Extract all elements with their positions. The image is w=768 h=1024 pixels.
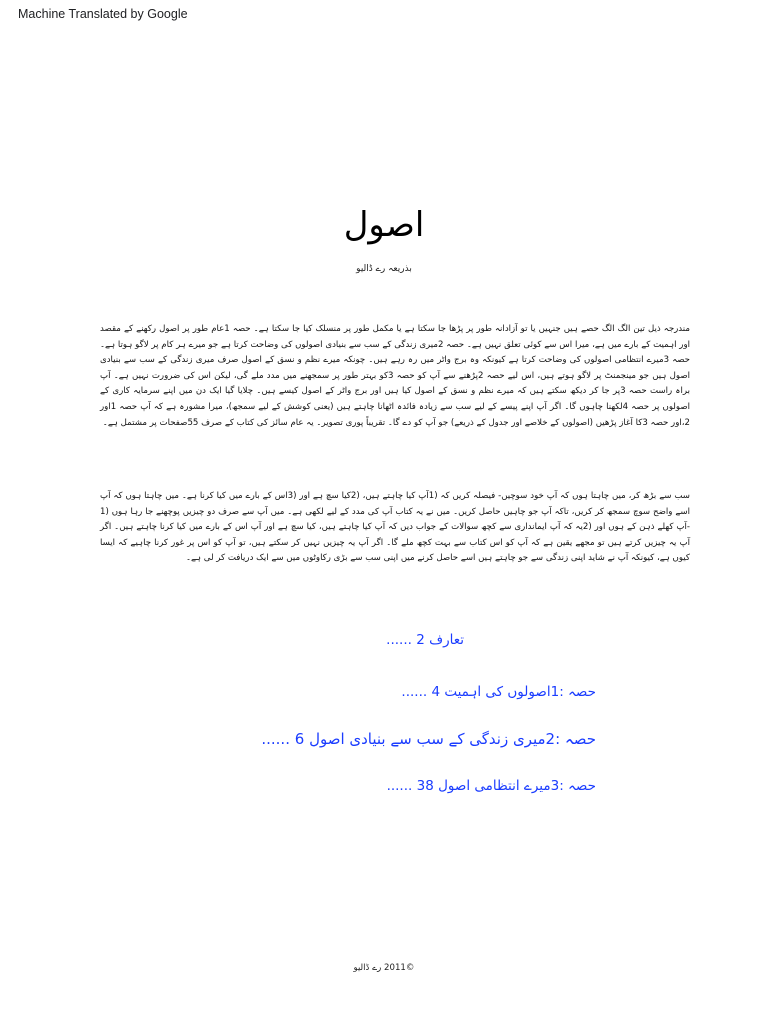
copyright-footer: ©2011 رے ڈالیو — [353, 963, 415, 973]
intro-paragraph-2: سب سے بڑھ کر، میں چاہتا ہوں کہ آپ خود سوچیں- فیصلہ کریں کہ (1آپ کیا چاہتے ہیں، (2کیا سچ ہے اور (3اس کے بارے میں کیا کرنا ہے۔ میں چاہتا ہوں کہ آپ اسے واضح سوچ سمجھ کر کریں، تاکہ آپ جو چاہیں حاصل کریں۔ میں نے یہ کتاب آپ کی مدد کے لیے لکھی ہے۔ میں آپ سے صرف دو چیزیں پوچھنے جا رہا ہوں (1 -آپ کھلے ذہن کے ہوں اور (2یہ کہ آپ ایمانداری سے کچھ سوالات کے جواب دیں کہ آپ کیا چاہتے ہیں، کیا سچ ہے اور آپ اس کے بارے میں کیا کرنا چاہتے ہیں۔ اگر آپ یہ چیزیں کرتے ہیں تو مجھے یقین ہے کہ آپ کو اس کتاب سے بہت کچھ ملے گا۔ اگر آپ یہ چیزیں نہیں کر سکتے ہیں، تو آپ کو اس پر غور کرنا چاہیے کہ ایسا کیوں ہے، کیونکہ آپ نے شاید اپنی زندگی سے جو چاہتے ہیں اسے حاصل کرنے میں اپنی سب سے بڑی رکاوٹوں میں سے ایک دریافت کر لی ہے۔ — [100, 491, 690, 564]
toc-link-introduction[interactable]: تعارف 2 ...... — [386, 632, 464, 648]
toc-link-part-2[interactable]: حصہ :2میری زندگی کے سب سے بنیادی اصول 6 ...... — [261, 730, 596, 748]
document-title: اصول — [343, 205, 425, 245]
toc-link-part-1[interactable]: حصہ :1اصولوں کی اہمیت 4 ...... — [401, 684, 596, 700]
toc-link-part-3[interactable]: حصہ :3میرے انتظامی اصول 38 ...... — [386, 778, 596, 794]
machine-translated-label: Machine Translated by Google — [18, 7, 188, 21]
intro-paragraph-1: مندرجہ ذیل تین الگ الگ حصے ہیں جنہیں یا تو آزادانہ طور پر پڑھا جا سکتا ہے یا مکمل طور پر منسلک کیا جا سکتا ہے۔ حصہ 1عام طور پر اصول رکھنے کے مقصد اور اہمیت کے بارے میں ہے، میرا اس سے کوئی تعلق نہیں ہے۔ حصہ 2میری زندگی کے سب سے بنیادی اصولوں کی وضاحت کرتا ہے جو میرے ہر کام پر لاگو ہوتا ہے۔ حصہ 3میرے انتظامی اصولوں کی وضاحت کرتا ہے کیونکہ وہ برج واٹر میں رہ رہے ہیں۔ چونکہ میرے نظم و نسق کے اصول صرف میری زندگی کے سب سے بنیادی اصول ہیں جو مینجمنٹ پر لاگو ہوتے ہیں، اس لیے حصہ 2پڑھنے سے آپ کو حصہ 3کو بہتر طور پر سمجھنے میں مدد ملے گی، لیکن اس کی ضرورت نہیں ہے۔ آپ براہ راست حصہ 3پر جا کر دیکھ سکتے ہیں کہ میرے نظم و نسق کے اصول کیا ہیں اور برج واٹر کے اصول کیسے ہیں۔ چلایا گیا ایک دن میں اپنے سرمایہ کاری کے اصولوں پر حصہ 4لکھنا چاہوں گا۔ اگر آپ اپنے پیسے کے لیے سب سے زیادہ فائدہ اٹھانا چاہتے ہیں (یعنی کوشش کے لیے سمجھ)، میرا مشورہ ہے کہ آپ حصہ 1اور 2،اور حصہ 3کا آغاز پڑھیں (اصولوں کے خلاصے اور جدول کے ذریعے) جو آپ کو دے گا۔ تقریباً پوری تصویر۔ یہ عام سائز کی کتاب کے صرف 55صفحات پر مشتمل ہے۔ — [100, 324, 691, 428]
document-byline: بذریعہ رے ڈالیو — [356, 264, 412, 274]
